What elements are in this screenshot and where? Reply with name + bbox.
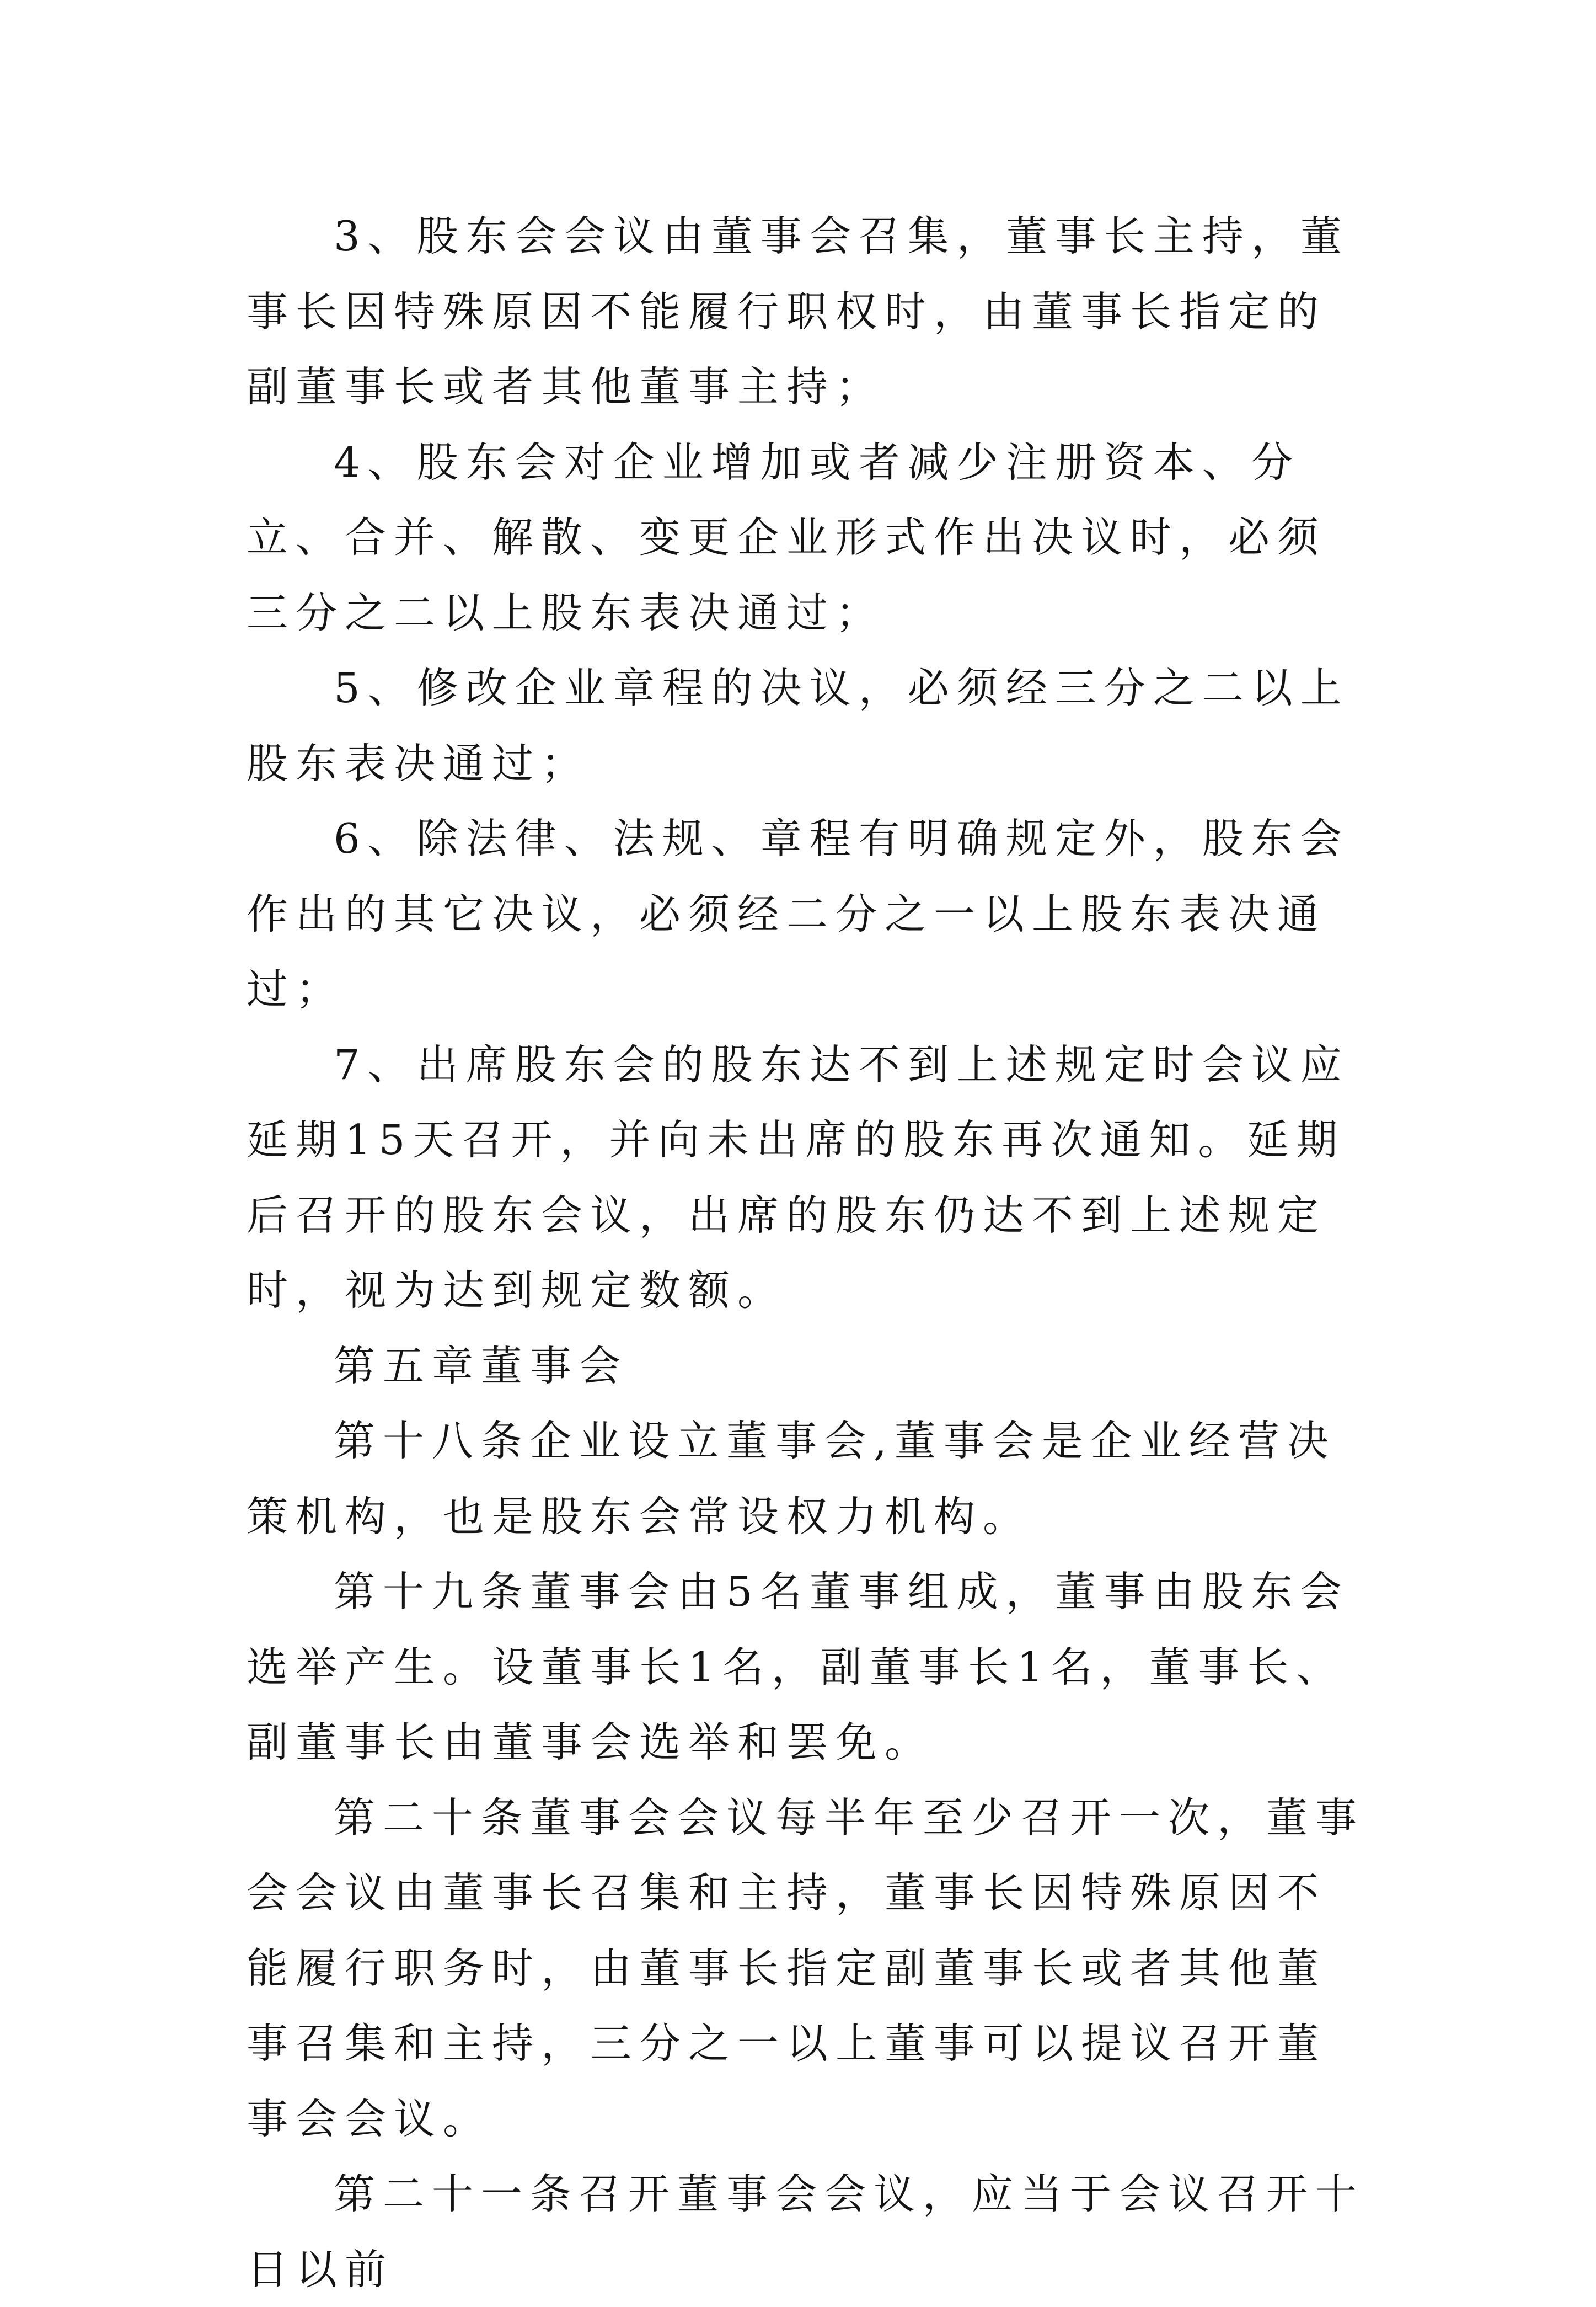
paragraph-item-3: 3、股东会会议由董事会召集，董事长主持，董事长因特殊原因不能履行职权时，由董事长指定的副董事长或者其他董事主持； <box>247 212 1349 411</box>
article-21: 第二十一条召开董事会会议，应当于会议召开十日以前 <box>247 2170 1365 2294</box>
chapter-heading: 第五章董事会 <box>334 1341 629 1390</box>
paragraph-item-6: 6、除法律、法规、章程有明确规定外，股东会作出的其它决议，必须经二分之一以上股东表决通过； <box>247 814 1349 1013</box>
article-18: 第十八条企业设立董事会,董事会是企业经营决策机构，也是股东会常设权力机构。 <box>247 1417 1336 1541</box>
paragraph-item-7: 7、出席股东会的股东达不到上述规定时会议应延期15天召开，并向未出席的股东再次通知。延期后召开的股东会议，出席的股东仍达不到上述规定时，视为达到规定数额。 <box>247 1040 1349 1315</box>
document-body <box>247 199 1366 2307</box>
paragraph-item-4: 4、股东会对企业增加或者减少注册资本、分立、合并、解散、变更企业形式作出决议时，必须三分之二以上股东表决通过； <box>247 437 1327 637</box>
article-20: 第二十条董事会会议每半年至少召开一次，董事会会议由董事长召集和主持，董事长因特殊原因不能履行职务时，由董事长指定副董事长或者其他董事召集和主持，三分之一以上董事可以提议召开董事会会议。 <box>247 1793 1365 2143</box>
article-19: 第十九条董事会由5名董事组成，董事由股东会选举产生。设董事长1名，副董事长1名，董事长、副董事长由董事会选举和罢免。 <box>247 1567 1349 1766</box>
paragraph-item-5: 5、修改企业章程的决议，必须经三分之二以上股东表决通过； <box>247 664 1349 788</box>
